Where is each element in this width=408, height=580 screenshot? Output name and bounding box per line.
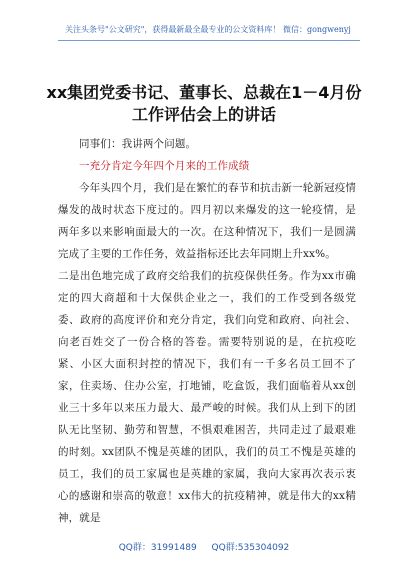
document-title	[30, 82, 378, 126]
greeting: 同事们：我讲两个问题。	[79, 138, 197, 150]
title-line-1: xx集团党委书记、董事长、总裁在1－4月份	[46, 83, 362, 102]
footer-qq-group-2: QQ群:535304092	[211, 543, 290, 553]
paragraph-2: 二是出色地完成了政府交给我们的抗疫保供任务。作为xx市确定的四大商超和十大保供企业之一，我们的工作受到各级党委、政府的高度评价和充分肯定，我们向党和政府、向社会、向老百姓交了一份合格的答卷。需要特别说的是，在抗疫吃紧、小区大面积封控的情况下，我们有一千多名员工回不了家，住卖场、住办公室，打地铺，吃盒饭，我们面临着从xx创业三十多年以来压力最大、最严峻的时候。我们从上到下的团队无比坚韧、勤劳和智慧，不惧艰难困苦，共同走过了最艰难的时刻。xx团队不愧是英雄的团队，我们的员工不愧是英雄的员工，我们的员工家属也是英雄的家属，我向大家再次表示衷心的感谢和崇高的敬意！xx伟大的抗疫精神，就是伟大的xx精神，就是	[58, 270, 356, 524]
footer	[0, 542, 408, 554]
document-body	[58, 133, 356, 529]
title-line-2: 工作评估会上的讲话	[131, 105, 276, 124]
section-heading: 一充分肯定今年四个月来的工作成绩	[79, 160, 250, 172]
footer-qq-group-1: QQ群：31991489	[118, 543, 197, 553]
header-divider	[58, 40, 360, 41]
header-banner: 关注头条号"公文研究"，获得最新最全最专业的公文资料库！ 微信：gongwenyj	[65, 25, 351, 34]
paragraph-1: 今年头四个月，我们是在繁忙的春节和抗击新一轮新冠疫情爆发的战时状态下度过的。四月初以来爆发的这一轮疫情，是两年多以来影响面最大的一次。在这种情况下，我们一是圆满完成了主要的工作任务，效益指标还比去年同期上升xx%。	[58, 182, 356, 260]
